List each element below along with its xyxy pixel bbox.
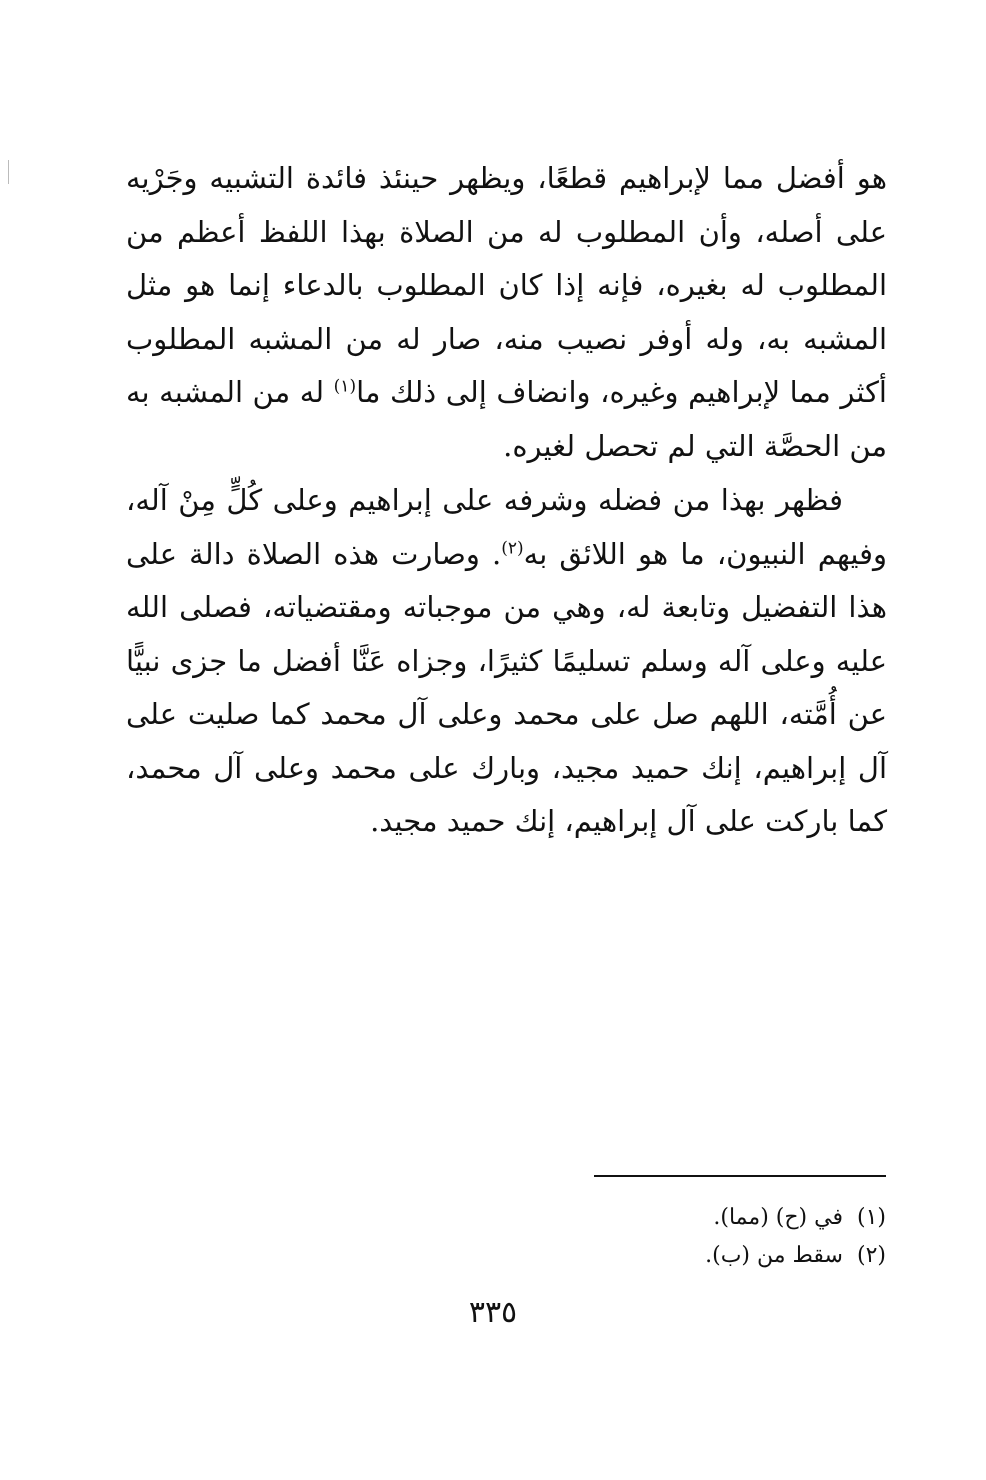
footnote-2-number: (٢) bbox=[856, 1243, 886, 1268]
footnote-1-text: في (ح) (مما). bbox=[713, 1205, 843, 1230]
scan-edge-mark bbox=[8, 160, 9, 184]
paragraph-1-part-a: هو أفضل مما لإبراهيم قطعًا، ويظهر حينئذ فائدة التشبيه وجَرْيه على أصله، وأن المطلوب له من الصلاة بهذا اللفظ أعظم من المطلوب له بغيره، فإنه إذا كان المطلوب بالدعاء إنما هو مثل المشبه به، وله أوفر نصيب منه، صار له من المشبه المطلوب أكثر مما لإبراهيم وغيره، وانضاف إلى ذلك ما bbox=[126, 161, 887, 409]
paragraph-2-part-a: فظهر بهذا من فضله وشرفه على إبراهيم وعلى كُلٍّ مِنْ آله، وفيهم النبيون، ما هو اللائق به bbox=[126, 483, 887, 571]
footnote-1-number: (١) bbox=[856, 1205, 886, 1230]
footnotes bbox=[526, 1199, 886, 1275]
footnote-ref-1: (١) bbox=[333, 376, 357, 397]
page-number: ٣٣٥ bbox=[468, 1295, 518, 1330]
footnote-1 bbox=[526, 1199, 886, 1237]
footnote-separator bbox=[594, 1175, 886, 1177]
paragraph-2-part-b: . وصارت هذه الصلاة دالة على هذا التفضيل وتابعة له، وهي من موجباته ومقتضياته، فصلى الله عليه وعلى آله وسلم تسليمًا كثيرًا، وجزاه عَنَّا أفضل ما جزى نبيًّا عن أُمَّته، اللهم صل على محمد وعلى آل محمد كما صليت على آل إبراهيم، إنك حميد مجيد، وبارك على محمد وعلى آل محمد، كما باركت على آل إبراهيم، إنك حميد مجيد. bbox=[126, 536, 887, 838]
footnote-2-text: سقط من (ب). bbox=[705, 1243, 843, 1268]
paragraph-2-text bbox=[126, 474, 887, 849]
paragraph-1-text bbox=[126, 152, 887, 473]
paragraph-2 bbox=[126, 474, 887, 849]
footnote-ref-2: (٢) bbox=[501, 537, 524, 558]
paragraph-1-part-b: له من المشبه به من الحصَّة التي لم تحصل لغيره. bbox=[126, 375, 887, 463]
footnote-2 bbox=[526, 1237, 886, 1275]
paragraph-1 bbox=[126, 152, 887, 473]
